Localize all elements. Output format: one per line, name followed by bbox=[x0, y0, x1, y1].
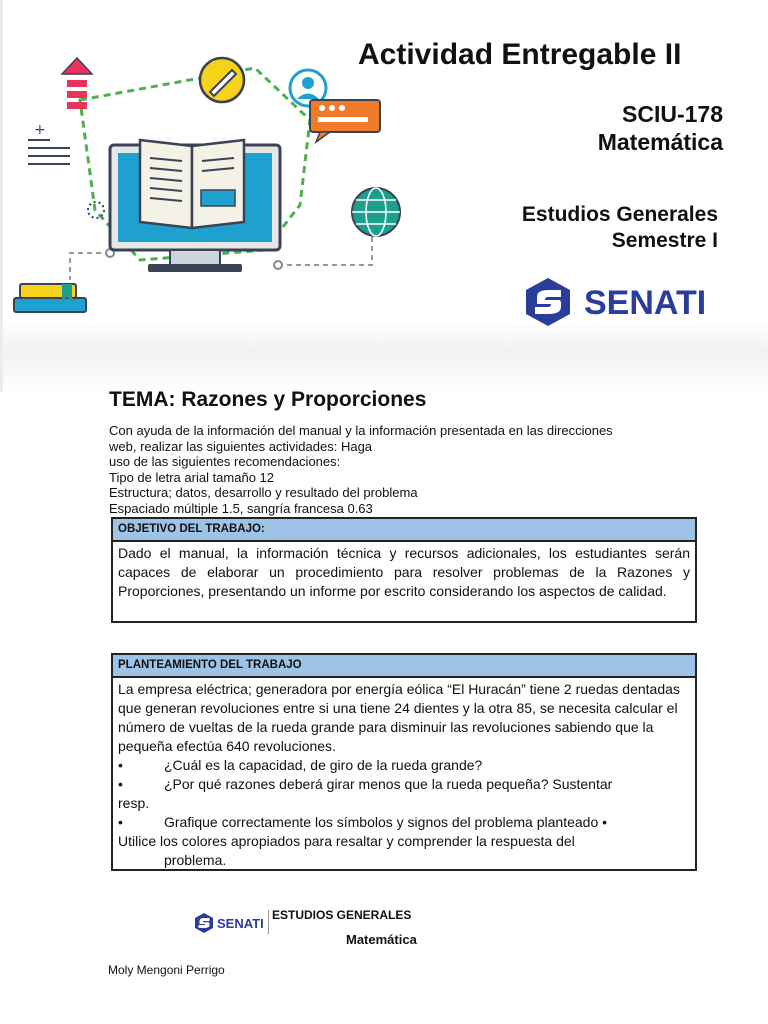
books-stack-icon bbox=[14, 284, 86, 312]
svg-text:+: + bbox=[34, 122, 46, 138]
question-item bbox=[118, 775, 690, 794]
problem-heading: PLANTEAMIENTO DEL TRABAJO bbox=[113, 655, 695, 678]
instruction-line: uso de las siguientes recomendaciones: bbox=[109, 454, 341, 469]
banner-edge bbox=[0, 0, 3, 392]
footer-logo-text: SENATI bbox=[217, 916, 264, 931]
senati-logo bbox=[524, 276, 724, 328]
author-name: Moly Mengoni Perrigo bbox=[108, 963, 225, 977]
dashed-connector-right bbox=[278, 230, 372, 265]
bullet-marker: • bbox=[118, 814, 123, 830]
pencil-icon bbox=[200, 58, 244, 102]
dashed-connector-left bbox=[70, 253, 110, 280]
question-text: Grafique correctamente los símbolos y signos del problema planteado • bbox=[164, 814, 608, 830]
problem-body bbox=[113, 678, 695, 872]
course-info bbox=[598, 100, 723, 156]
question-item bbox=[118, 813, 690, 832]
question-text: ¿Cuál es la capacidad, de giro de la rueda grande? bbox=[164, 757, 483, 773]
instruction-line: Espaciado múltiple 1.5, sangría francesa 0.63 bbox=[109, 500, 373, 516]
question-continuation: resp. bbox=[118, 795, 150, 811]
activity-title: Actividad Entregable II bbox=[358, 38, 682, 71]
program-info bbox=[522, 202, 718, 254]
objective-heading: OBJETIVO DEL TRABAJO: bbox=[113, 519, 695, 542]
problem-statement-table bbox=[111, 653, 697, 871]
header-banner bbox=[0, 0, 768, 392]
question-text: Utilice los colores apropiados para resaltar y comprender la respuesta del bbox=[118, 833, 575, 849]
objective-table bbox=[111, 517, 697, 623]
instruction-line: Tipo de letra arial tamaño 12 bbox=[109, 469, 275, 485]
problem-paragraph: La empresa eléctrica; generadora por energía eólica “El Huracán” tiene 2 ruedas dentadas que generan revoluciones entre si una tiene 24 dientes y la otra 85, se necesita calcular el número de vueltas de la rueda grande para disminuir las revoluciones sabiendo que la pequeña efectúa 640 revoluciones. bbox=[118, 681, 680, 754]
course-name: Matemática bbox=[597, 129, 723, 155]
instruction-line: Estructura; datos, desarrollo y resultado del problema bbox=[109, 485, 418, 500]
objective-text: Dado el manual, la información técnica y recursos adicionales, los estudiantes serán capaces de elaborar un procedimiento para resolver problemas de la Razones y Proporciones, presentando un informe por escrito considerando los aspectos de calidad. bbox=[118, 545, 690, 599]
senati-logo-text: SENATI bbox=[584, 284, 707, 322]
globe-icon bbox=[352, 188, 400, 236]
semester-label: Semestre I bbox=[611, 229, 718, 252]
footer-subject: Matemática bbox=[346, 932, 417, 947]
instructions bbox=[109, 423, 689, 516]
instruction-line: Con ayuda de la información del manual y la información presentada en las direcciones bbox=[109, 423, 613, 438]
footer-senati-logo bbox=[194, 912, 268, 934]
chat-bubble-icon bbox=[310, 100, 380, 142]
education-illustration bbox=[10, 50, 410, 330]
open-book-icon bbox=[140, 140, 244, 228]
topic-title: TEMA: Razones y Proporciones bbox=[109, 388, 427, 411]
course-code: SCIU-178 bbox=[622, 101, 723, 127]
question-item bbox=[118, 756, 690, 775]
bullet-marker: • bbox=[118, 776, 123, 792]
upload-arrow-icon bbox=[62, 58, 92, 109]
bullet-marker: • bbox=[118, 757, 123, 773]
program-name: Estudios Generales bbox=[521, 203, 718, 226]
instruction-line: web, realizar las siguientes actividades: Haga bbox=[109, 438, 373, 454]
footer-divider bbox=[268, 910, 269, 934]
question-text: ¿Por qué razones deberá girar menos que la rueda pequeña? Sustentar bbox=[164, 776, 613, 792]
question-continuation: problema. bbox=[164, 852, 227, 868]
footer-program: ESTUDIOS GENERALES bbox=[272, 908, 412, 922]
document-lines-icon bbox=[28, 122, 70, 164]
